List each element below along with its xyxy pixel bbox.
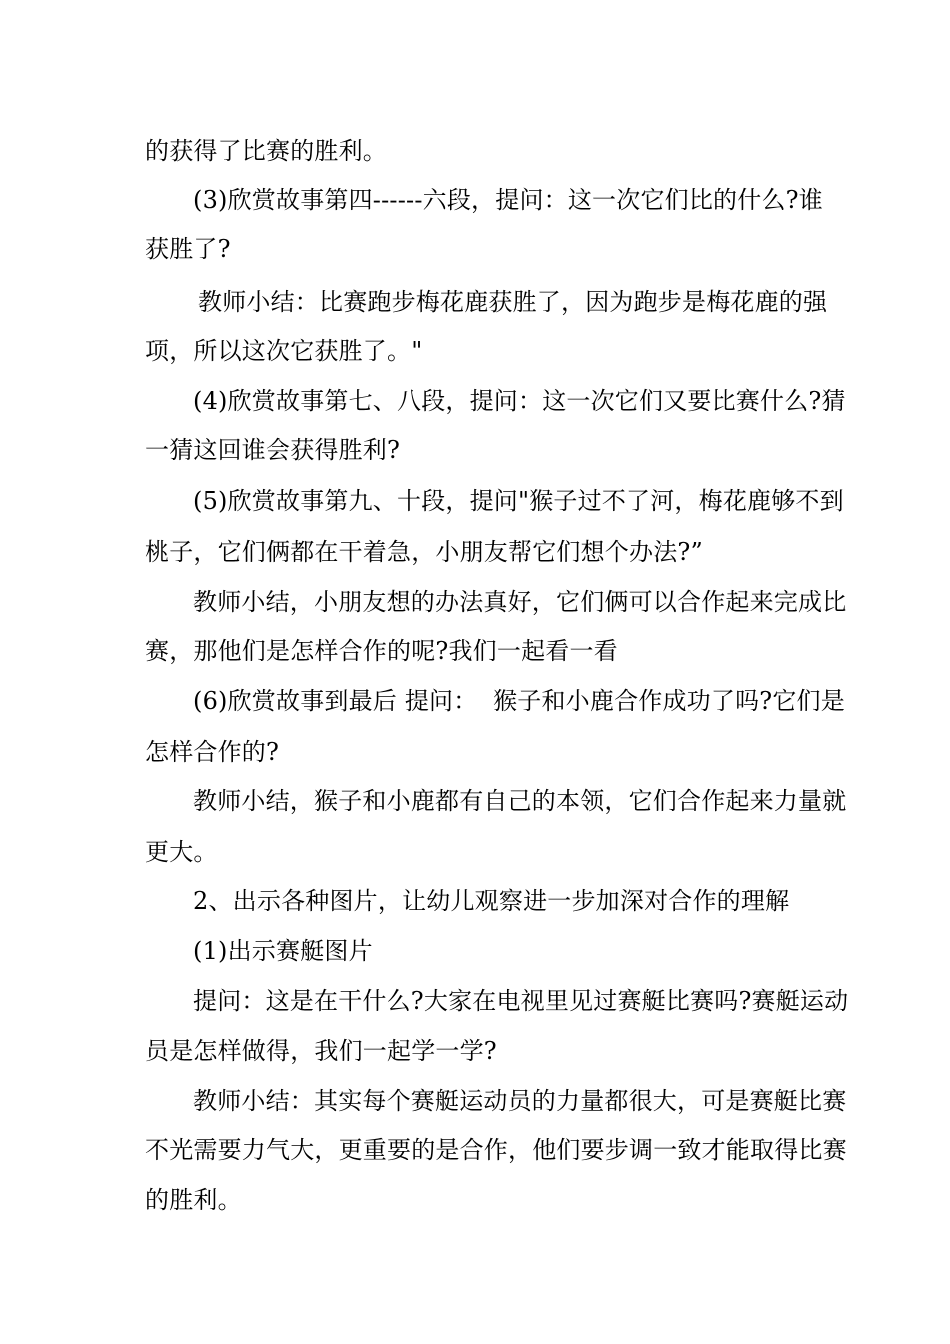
- text-line-4: 教师小结：比赛跑步梅花鹿获胜了，因为跑步是梅花鹿的强: [198, 288, 828, 316]
- text-line-17: (1)出示赛艇图片: [193, 937, 373, 965]
- text-line-14: 教师小结，猴子和小鹿都有自己的本领，它们合作起来力量就: [193, 787, 847, 815]
- text-line-8: (5)欣赏故事第九、十段，提问"猴子过不了河，梅花鹿够不到: [193, 487, 844, 515]
- text-line-1: 的获得了比赛的胜利。: [145, 137, 387, 165]
- text-line-16: 2、出示各种图片，让幼儿观察进一步加深对合作的理解: [193, 887, 790, 915]
- text-line-18: 提问：这是在干什么?大家在电视里见过赛艇比赛吗?赛艇运动: [193, 987, 849, 1015]
- text-line-20: 教师小结：其实每个赛艇运动员的力量都很大，可是赛艇比赛: [193, 1087, 847, 1115]
- text-line-2: (3)欣赏故事第四------六段，提问：这一次它们比的什么?谁: [193, 186, 823, 214]
- text-line-12: (6)欣赏故事到最后 提问： 猴子和小鹿合作成功了吗?它们是: [193, 687, 845, 715]
- text-line-15: 更大。: [145, 838, 218, 866]
- text-line-9: 桃子，它们俩都在干着急，小朋友帮它们想个办法?”: [145, 538, 703, 566]
- text-line-6: (4)欣赏故事第七、八段，提问：这一次它们又要比赛什么?猜: [193, 387, 846, 415]
- text-line-3: 获胜了?: [145, 235, 231, 263]
- text-line-7: 一猜这回谁会获得胜利?: [145, 436, 401, 464]
- text-line-11: 赛，那他们是怎样合作的呢?我们一起看一看: [145, 637, 618, 665]
- text-line-19: 员是怎样做得，我们一起学一学?: [145, 1037, 497, 1065]
- text-line-5: 项，所以这次它获胜了。": [145, 337, 423, 365]
- text-line-22: 的胜利。: [145, 1186, 242, 1214]
- text-line-21: 不光需要力气大，更重要的是合作，他们要步调一致才能取得比赛: [145, 1136, 847, 1164]
- text-line-13: 怎样合作的?: [145, 738, 280, 766]
- text-line-10: 教师小结，小朋友想的办法真好，它们俩可以合作起来完成比: [193, 588, 847, 616]
